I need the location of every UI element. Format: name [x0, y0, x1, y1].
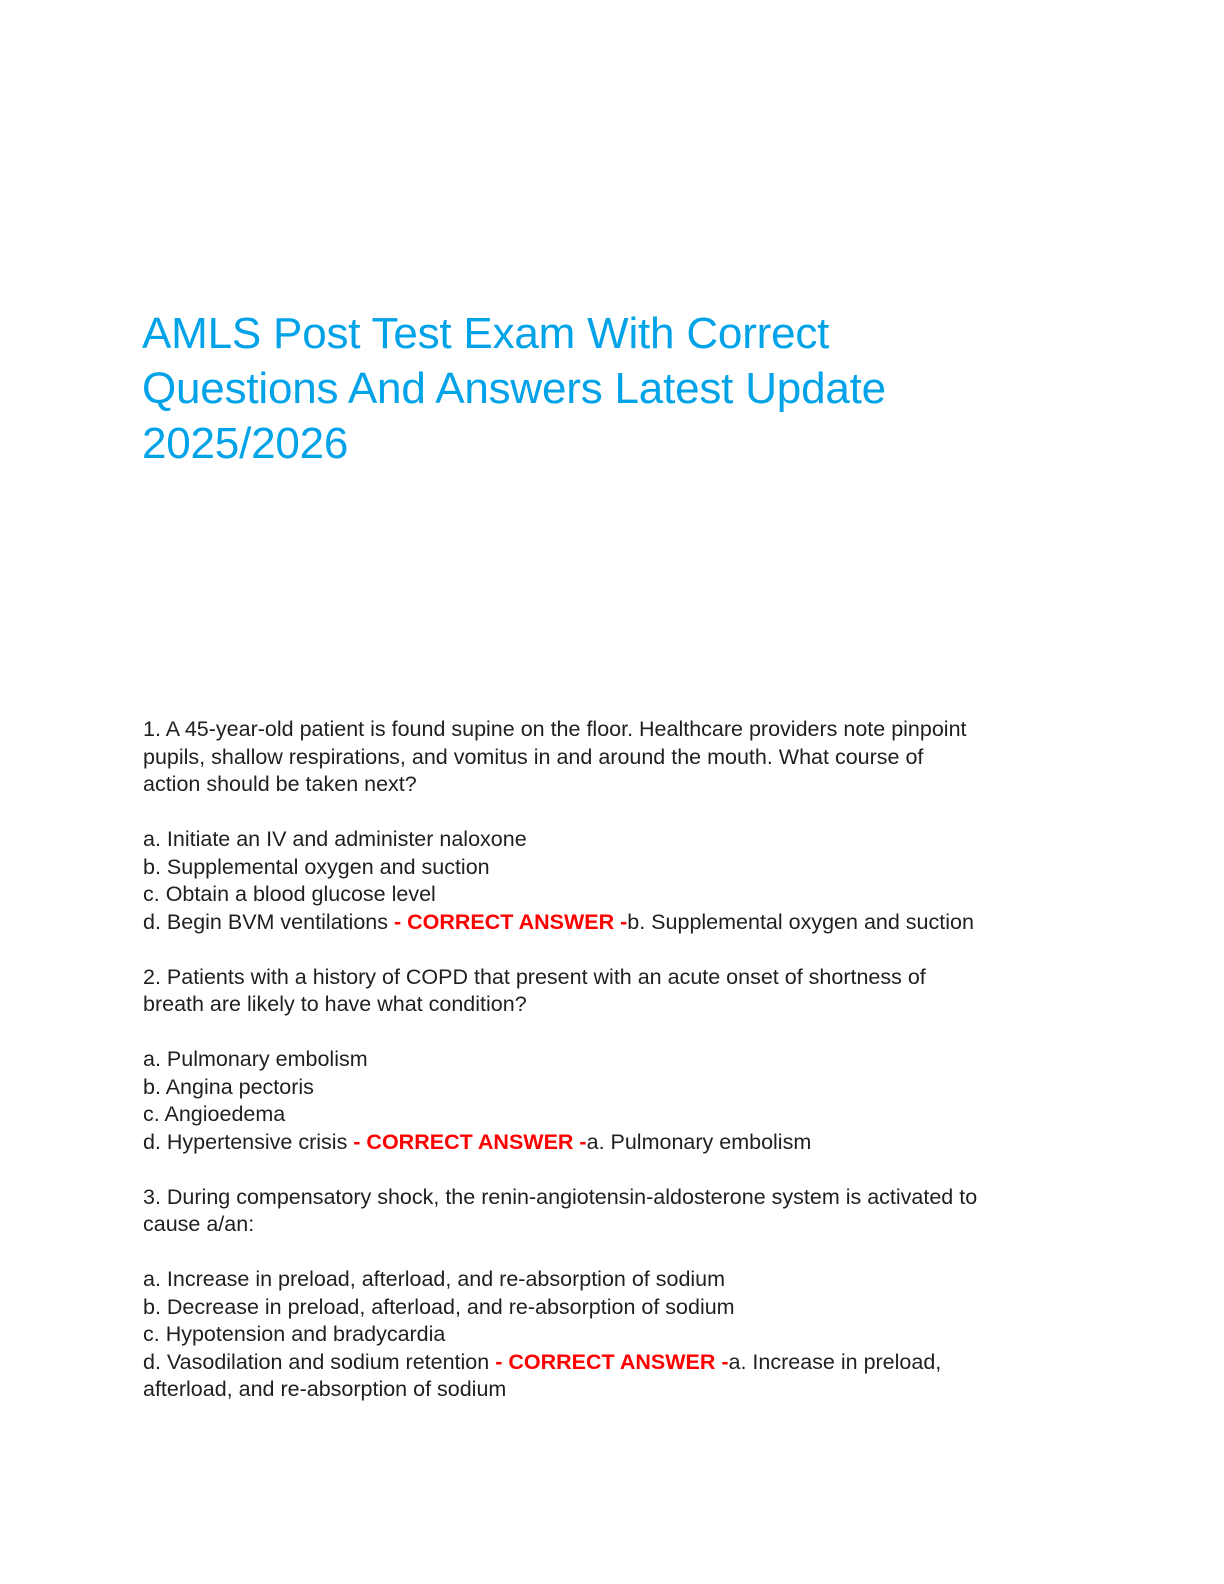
answer-option-with-correct	[143, 1349, 1103, 1377]
correct-answer-continuation: afterload, and re-absorption of sodium	[143, 1377, 507, 1401]
question-stem	[143, 1184, 1103, 1239]
question-stem-line: breath are likely to have what condition?	[143, 992, 527, 1016]
correct-answer-label: - CORRECT ANSWER -	[495, 1349, 729, 1374]
answer-option: c. Hypotension and bradycardia	[143, 1322, 446, 1346]
title-line: Questions And Answers Latest Update	[142, 364, 886, 413]
question-list	[143, 716, 1103, 1431]
question-item	[143, 716, 1103, 936]
question-stem-line: cause a/an:	[143, 1212, 255, 1236]
answer-option: c. Obtain a blood glucose level	[143, 882, 436, 906]
answer-option-text: d. Begin BVM ventilations	[143, 909, 394, 934]
answer-option-with-correct	[143, 909, 1103, 937]
correct-answer-text: a. Increase in preload,	[728, 1349, 942, 1374]
correct-answer-label: - CORRECT ANSWER -	[393, 909, 628, 934]
question-stem-line: 1. A 45-year-old patient is found supine on the floor. Healthcare providers note pinpoint	[143, 717, 967, 741]
answer-option-with-correct	[143, 1129, 1103, 1157]
title-line: AMLS Post Test Exam With Correct	[142, 309, 830, 358]
answer-option: a. Increase in preload, afterload, and re-absorption of sodium	[143, 1267, 726, 1291]
answer-option: b. Angina pectoris	[143, 1074, 314, 1099]
question-stem-line: pupils, shallow respirations, and vomitus in and around the mouth. What course of	[143, 744, 924, 769]
correct-answer-label: - CORRECT ANSWER -	[353, 1129, 587, 1154]
answer-option: a. Initiate an IV and administer naloxone	[143, 827, 527, 851]
document-title	[142, 306, 1042, 471]
question-item	[143, 1184, 1103, 1404]
question-stem	[143, 716, 1103, 799]
title-line: 2025/2026	[142, 419, 349, 468]
answer-option: b. Decrease in preload, afterload, and re-absorption of sodium	[143, 1294, 735, 1319]
correct-answer-text: b. Supplemental oxygen and suction	[627, 909, 974, 934]
answer-options	[143, 1046, 1103, 1156]
answer-option: a. Pulmonary embolism	[143, 1047, 368, 1071]
answer-option: c. Angioedema	[143, 1102, 286, 1126]
question-stem-line: 3. During compensatory shock, the renin-angiotensin-aldosterone system is activated to	[143, 1184, 978, 1209]
answer-option-text: d. Hypertensive crisis	[143, 1129, 354, 1154]
question-stem	[143, 964, 1103, 1019]
answer-option: b. Supplemental oxygen and suction	[143, 854, 490, 879]
question-stem-line: action should be taken next?	[143, 772, 417, 796]
question-item	[143, 964, 1103, 1157]
answer-options	[143, 1266, 1103, 1404]
correct-answer-text: a. Pulmonary embolism	[586, 1129, 812, 1154]
answer-option-text: d. Vasodilation and sodium retention	[143, 1349, 496, 1374]
question-stem-line: 2. Patients with a history of COPD that present with an acute onset of shortness of	[143, 964, 926, 989]
answer-options	[143, 826, 1103, 936]
